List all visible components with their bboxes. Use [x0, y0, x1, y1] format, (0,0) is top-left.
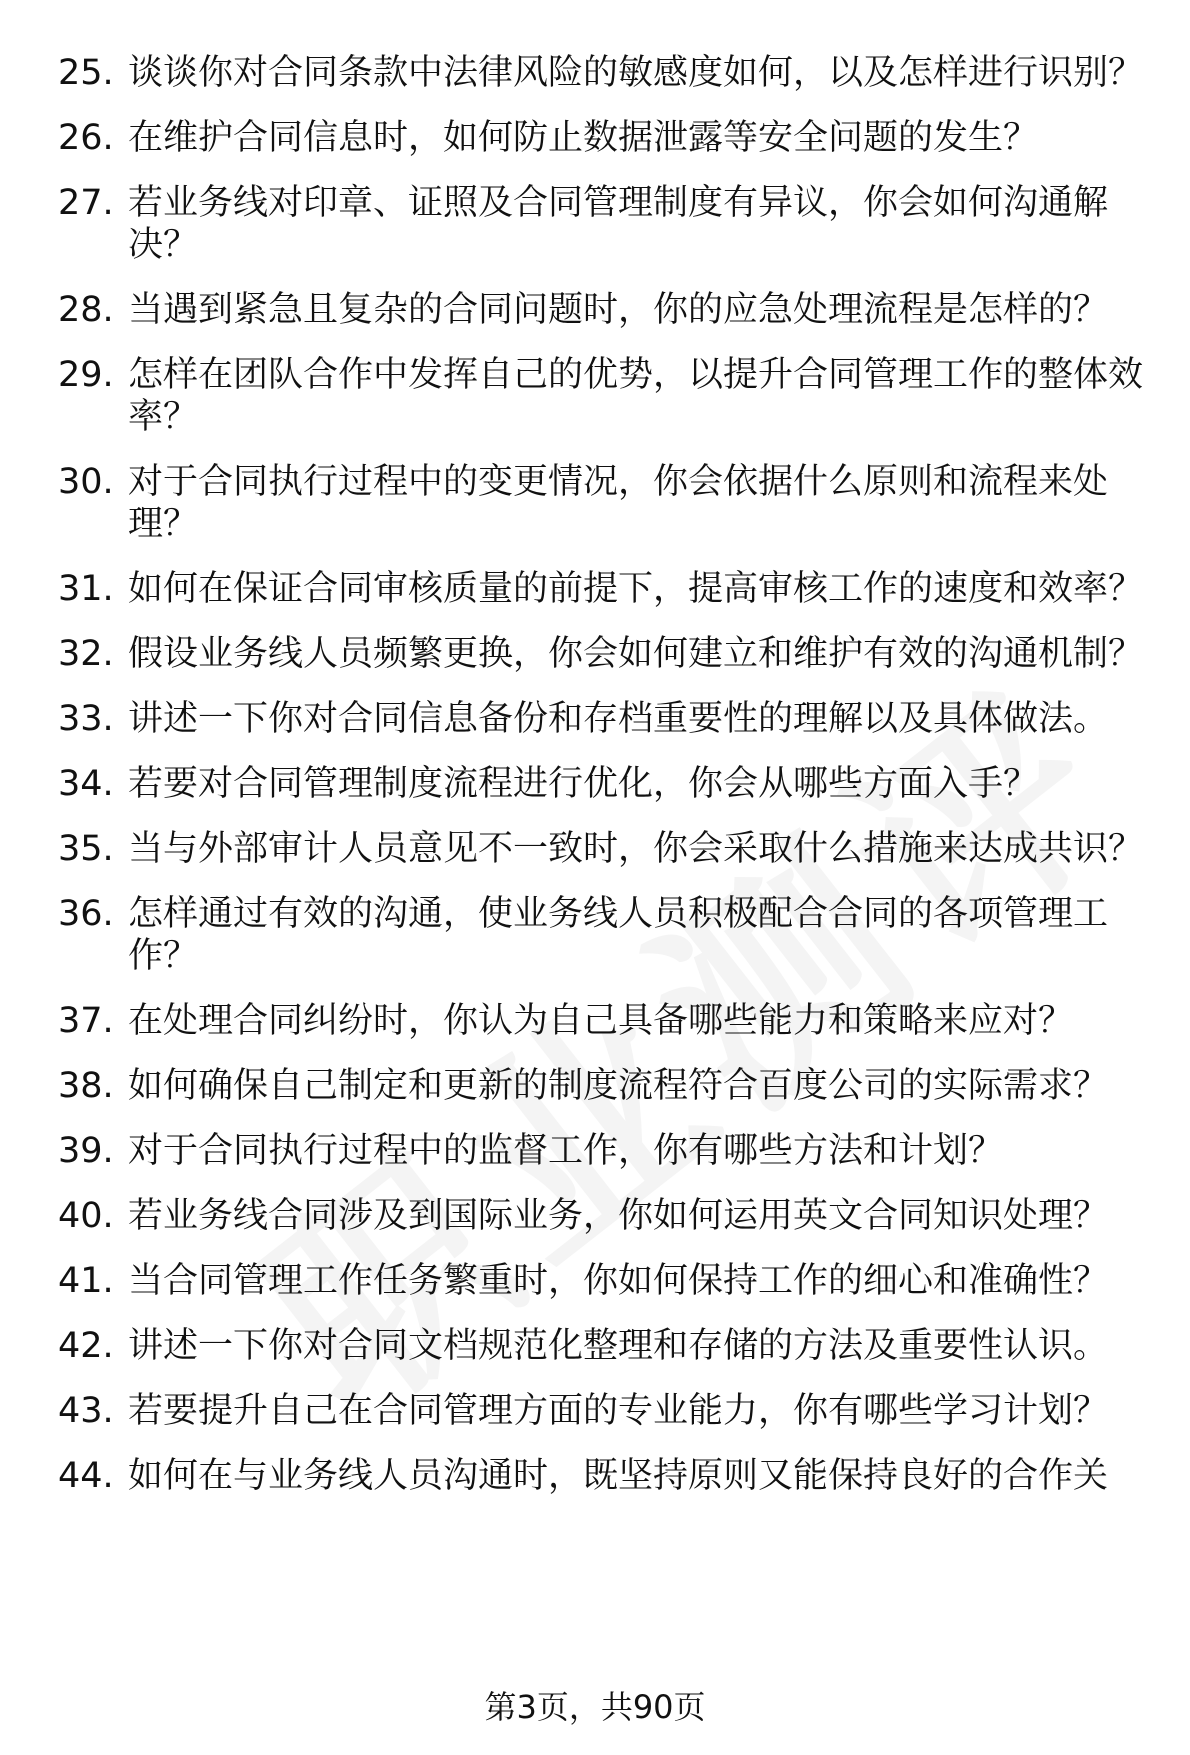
question-item	[58, 828, 1148, 870]
question-text: 当遇到紧急且复杂的合同问题时，你的应急处理流程是怎样的？	[128, 290, 1109, 330]
question-item	[58, 1390, 1148, 1432]
question-number: 33.	[58, 699, 114, 739]
question-number: 37.	[58, 1001, 114, 1041]
question-number: 44.	[58, 1456, 114, 1496]
question-item	[58, 1325, 1148, 1367]
question-text: 若要对合同管理制度流程进行优化，你会从哪些方面入手？	[128, 764, 1039, 804]
question-number: 35.	[58, 829, 114, 869]
question-number: 29.	[58, 355, 114, 395]
question-text: 若业务线合同涉及到国际业务，你如何运用英文合同知识处理？	[128, 1196, 1109, 1236]
question-text: 当合同管理工作任务繁重时，你如何保持工作的细心和准确性？	[128, 1261, 1109, 1301]
question-item	[58, 1195, 1148, 1237]
question-text: 假设业务线人员频繁更换，你会如何建立和维护有效的沟通机制？	[128, 634, 1144, 674]
question-item	[58, 52, 1148, 94]
question-item	[58, 461, 1148, 545]
question-item	[58, 1455, 1148, 1497]
question-item	[58, 1000, 1148, 1042]
question-text: 若业务线对印章、证照及合同管理制度有异议，你会如何沟通解决？	[128, 183, 1109, 265]
question-text: 如何在保证合同审核质量的前提下，提高审核工作的速度和效率？	[128, 569, 1144, 609]
question-text: 在维护合同信息时，如何防止数据泄露等安全问题的发生？	[128, 118, 1039, 158]
question-text: 在处理合同纠纷时，你认为自己具备哪些能力和策略来应对？	[128, 1001, 1074, 1041]
page-footer: 第3页，共90页	[484, 1688, 706, 1726]
question-text: 怎样在团队合作中发挥自己的优势，以提升合同管理工作的整体效率？	[128, 355, 1144, 437]
question-item	[58, 1260, 1148, 1302]
question-item	[58, 1065, 1148, 1107]
question-number: 26.	[58, 118, 114, 158]
question-item	[58, 182, 1148, 266]
question-list	[58, 52, 1148, 1520]
question-number: 40.	[58, 1196, 114, 1236]
question-item	[58, 289, 1148, 331]
question-text: 若要提升自己在合同管理方面的专业能力，你有哪些学习计划？	[128, 1391, 1109, 1431]
question-item	[58, 893, 1148, 977]
question-item	[58, 698, 1148, 740]
question-text: 讲述一下你对合同信息备份和存档重要性的理解以及具体做法。	[128, 699, 1109, 739]
question-text: 对于合同执行过程中的监督工作，你有哪些方法和计划？	[128, 1131, 1004, 1171]
question-number: 41.	[58, 1261, 114, 1301]
question-number: 38.	[58, 1066, 114, 1106]
question-text: 当与外部审计人员意见不一致时，你会采取什么措施来达成共识？	[128, 829, 1144, 869]
question-item	[58, 117, 1148, 159]
question-number: 42.	[58, 1326, 114, 1366]
question-number: 31.	[58, 569, 114, 609]
question-text: 怎样通过有效的沟通，使业务线人员积极配合合同的各项管理工作？	[128, 894, 1109, 976]
question-item	[58, 568, 1148, 610]
question-number: 43.	[58, 1391, 114, 1431]
question-number: 39.	[58, 1131, 114, 1171]
question-number: 25.	[58, 53, 114, 93]
question-text: 谈谈你对合同条款中法律风险的敏感度如何，以及怎样进行识别？	[128, 53, 1144, 93]
question-number: 28.	[58, 290, 114, 330]
question-number: 32.	[58, 634, 114, 674]
question-text: 如何确保自己制定和更新的制度流程符合百度公司的实际需求？	[128, 1066, 1109, 1106]
question-number: 36.	[58, 894, 114, 934]
question-number: 27.	[58, 183, 114, 223]
question-text: 讲述一下你对合同文档规范化整理和存储的方法及重要性认识。	[128, 1326, 1109, 1366]
question-number: 34.	[58, 764, 114, 804]
question-item	[58, 354, 1148, 438]
question-item	[58, 1130, 1148, 1172]
question-item	[58, 763, 1148, 805]
question-number: 30.	[58, 462, 114, 502]
question-item	[58, 633, 1148, 675]
question-text: 如何在与业务线人员沟通时，既坚持原则又能保持良好的合作关	[128, 1456, 1109, 1496]
question-text: 对于合同执行过程中的变更情况，你会依据什么原则和流程来处理？	[128, 462, 1109, 544]
